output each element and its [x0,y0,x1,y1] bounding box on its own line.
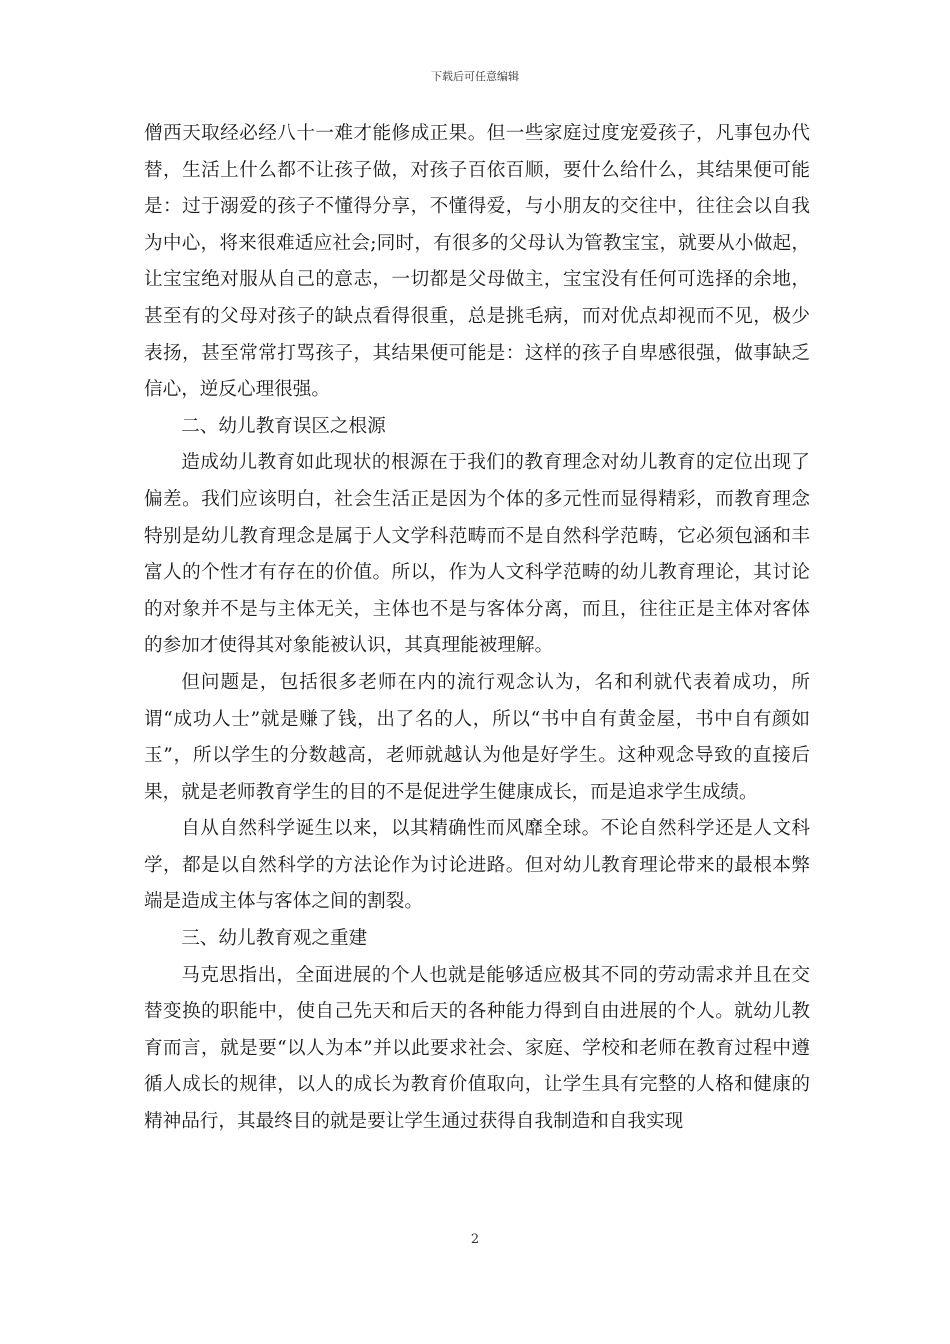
section-heading-3: 三、幼儿教育观之重建 [181,928,368,950]
document-body [144,116,810,1141]
section-heading-2: 二、幼儿教育误区之根源 [181,415,386,437]
paragraph-natural-science: 自从自然科学诞生以来，以其精确性而风靡全球。不论自然科学还是人文科学，都是以自然科学的方法论作为讨论进路。但对幼儿教育理论带来的最根本弊端是造成主体与客体之间的割裂。 [144,818,810,913]
page-header: 下载后可任意编辑 [431,70,519,83]
paragraph-continuation: 僧西天取经必经八十一难才能修成正果。但一些家庭过度宠爱孩子，凡事包办代替，生活上什么都不让孩子做，对孩子百依百顺，要什么给什么，其结果便可能是：过于溺爱的孩子不懂得分享，不懂得爱，与小朋友的交往中，往往会以自我为中心，将来很难适应社会;同时，有很多的父母认为管教宝宝，就要从小做起，让宝宝绝对服从自己的意志，一切都是父母做主，宝宝没有任何可选择的余地，甚至有的父母对孩子的缺点看得很重，总是挑毛病，而对优点却视而不见，极少表扬，甚至常常打骂孩子，其结果便可能是：这样的孩子自卑感很强，做事缺乏信心，逆反心理很强。 [144,123,810,401]
paragraph-problem: 但问题是，包括很多老师在内的流行观念认为，名和利就代表着成功，所谓“成功人士”就是赚了钱，出了名的人，所以“书中自有黄金屋，书中自有颜如玉”，所以学生的分数越高，老师就越认为他是好学生。这种观念导致的直接后果，就是老师教育学生的目的不是促进学生健康成长，而是追求学生成绩。 [144,671,810,803]
paragraph-marx: 马克思指出，全面进展的个人也就是能够适应极其不同的劳动需求并且在交替变换的职能中，使自己先天和后天的各种能力得到自由进展的个人。就幼儿教育而言，就是要“以人为本”并以此要求社会、家庭、学校和老师在教育过程中遵循人成长的规律，以人的成长为教育价值取向，让学生具有完整的人格和健康的精神品行，其最终目的就是要让学生通过获得自我制造和自我实现 [144,964,810,1133]
paragraph-root-cause: 造成幼儿教育如此现状的根源在于我们的教育理念对幼儿教育的定位出现了偏差。我们应该明白，社会生活正是因为个体的多元性而显得精彩，而教育理念特别是幼儿教育理念是属于人文学科范畴而不是自然科学范畴，它必须包涵和丰富人的个性才有存在的价值。所以，作为人文科学范畴的幼儿教育理论，其讨论的对象并不是与主体无关，主体也不是与客体分离，而且，往往正是主体对客体的参加才使得其对象能被认识，其真理能被理解。 [144,452,810,657]
page-number: 2 [470,1232,480,1247]
